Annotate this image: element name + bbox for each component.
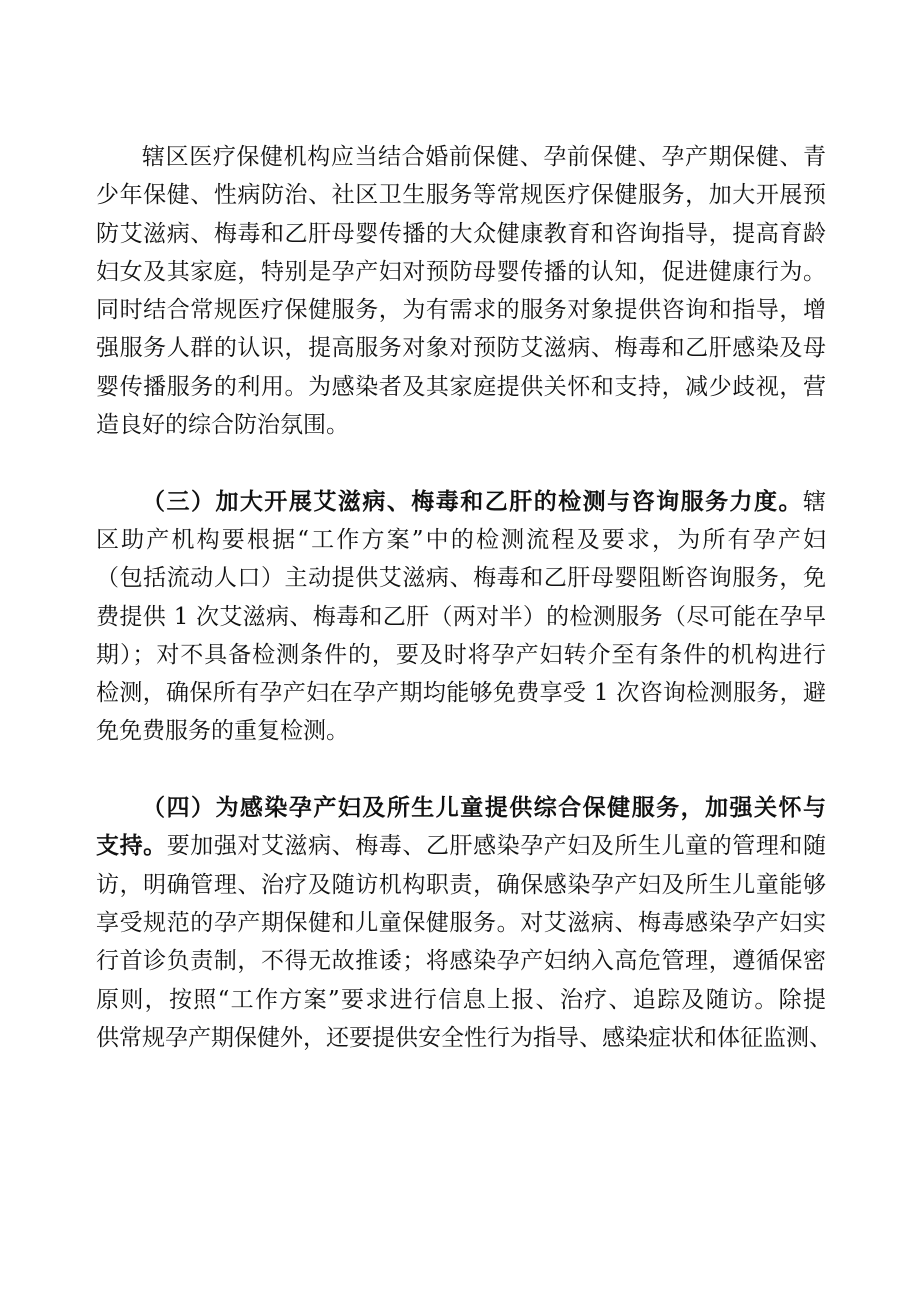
text-line: 供常规孕产期保健外，还要提供安全性行为指导、感染症状和体征监测、 — [96, 1024, 832, 1051]
text-line — [96, 483, 826, 521]
text-line: 同时结合常规医疗保健服务，为有需求的服务对象提供咨询和指导，增 — [96, 297, 826, 324]
document-body — [96, 138, 832, 1057]
text-line: 访，明确管理、治疗及随访机构职责，确保感染孕产妇及所生儿童能够 — [96, 871, 826, 898]
text-line: 期）；对不具备检测条件的，要及时将孕产妇转介至有条件的机构进行 — [96, 641, 826, 668]
text-line: 少年保健、性病防治、社区卫生服务等常规医疗保健服务，加大开展预 — [96, 182, 826, 209]
text-line: （包括流动人口）主动提供艾滋病、梅毒和乙肝母婴阻断咨询服务，免 — [96, 565, 826, 592]
paragraph-1 — [96, 138, 826, 444]
paragraph-2 — [96, 483, 826, 751]
text-line: 行首诊负责制，不得无故推诿；将感染孕产妇纳入高危管理，遵循保密 — [96, 948, 826, 975]
text-line: 妇女及其家庭，特别是孕产妇对预防母婴传播的认知，促进健康行为。 — [96, 258, 826, 285]
text-line: 造良好的综合防治氛围。 — [96, 412, 349, 439]
text-run: 辖 — [803, 488, 826, 515]
text-line — [96, 827, 826, 865]
paragraph-spacer — [96, 751, 826, 789]
section-heading-4: （四）为感染孕产妇及所生儿童提供综合保健服务，加强关怀与 — [142, 794, 826, 822]
text-line: 防艾滋病、梅毒和乙肝母婴传播的大众健康教育和咨询指导，提高育龄 — [96, 220, 826, 247]
text-line: 辖区医疗保健机构应当结合婚前保健、孕前保健、孕产期保健、青 — [142, 144, 826, 170]
paragraph-spacer — [96, 444, 826, 482]
section-heading-3: （三）加大开展艾滋病、梅毒和乙肝的检测与咨询服务力度。 — [142, 487, 803, 515]
text-line: 费提供 1 次艾滋病、梅毒和乙肝（两对半）的检测服务（尽可能在孕早 — [96, 603, 826, 630]
text-line: 区助产机构要根据“工作方案”中的检测流程及要求，为所有孕产妇 — [96, 526, 826, 553]
text-line: 享受规范的孕产期保健和儿童保健服务。对艾滋病、梅毒感染孕产妇实 — [96, 909, 826, 936]
section-heading-4-end: 支持。 — [96, 832, 167, 860]
text-line: 检测，确保所有孕产妇在孕产期均能够免费享受 1 次咨询检测服务，避 — [96, 680, 826, 707]
text-line: 婴传播服务的利用。为感染者及其家庭提供关怀和支持，减少歧视，营 — [96, 373, 826, 400]
paragraph-3 — [96, 789, 832, 1057]
text-line: 强服务人群的认识，提高服务对象对预防艾滋病、梅毒和乙肝感染及母 — [96, 335, 826, 362]
text-run: 要加强对艾滋病、梅毒、乙肝感染孕产妇及所生儿童的管理和随 — [166, 833, 827, 860]
text-line: 免免费服务的重复检测。 — [96, 718, 349, 745]
text-line: 原则，按照“工作方案”要求进行信息上报、治疗、追踪及随访。除提 — [96, 986, 826, 1013]
